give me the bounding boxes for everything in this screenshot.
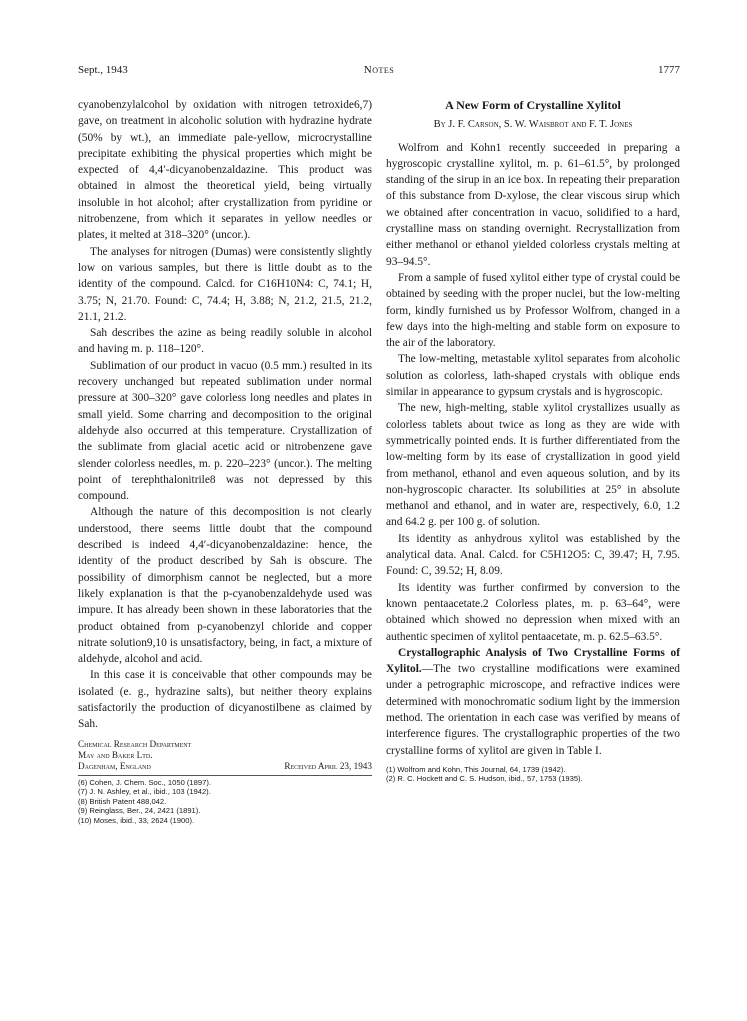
paragraph: The analyses for nitrogen (Dumas) were consistently slightly low on various samples, but there is little doubt as to the identity of the compound. Calcd. for C16H10N4: C, 74.1; H, 3.75; N, 21.70. Found: C, 74.4; H, 3.88; N, 21.2, 21.5, 21.2, 21.1, 21.2. — [78, 245, 372, 323]
right-column — [386, 97, 680, 784]
paragraph: From a sample of fused xylitol either type of crystal could be obtained by seeding with the proper nuclei, but the low-melting form, kindly furnished us by Professor Wolfrom, changed in a few days into the high-melting and stable form on exposure to the air of the laboratory. — [386, 271, 680, 350]
affiliation-line: May and Baker Ltd. — [78, 749, 153, 760]
footnotes — [78, 775, 372, 826]
footnote: (7) J. N. Ashley, et al., ibid., 103 (1942). — [78, 787, 211, 797]
section-heading: Crystallographic Analysis of Two Crystalline Forms of Xylitol. — [386, 646, 680, 676]
page-header — [78, 64, 680, 80]
footnote: (6) Cohen, J. Chem. Soc., 1050 (1897). — [78, 777, 211, 787]
paragraph: Although the nature of this decomposition is not clearly understood, there seems little doubt that the compound described is indeed 4,4′-dicyanobenzaldazine: hence, the identity of the product described by Sah is obscure. The possibility of dimorphism cannot be neglected, but a more likely explanation is that the p-cyanobenzaldehyde used was impure. It has already been shown in these laboratories that the product obtained from p-cyanobenzyl chloride and copper nitrate solution9,10 is unsatisfactory, being, in fact, a mixture of aldehyde, alcohol and acid. — [78, 506, 372, 666]
paragraph: Sah describes the azine as being readily soluble in alcohol and having m. p. 118–120°. — [78, 327, 372, 356]
paragraph: Sublimation of our product in vacuo (0.5 mm.) resulted in its recovery unchanged but repeated sublimation under normal pressure at 300–320° gave colorless long needles and plates in small yield. Some charring and decomposition to the original aldehyde also occurred at this temperature. Crystallization of the sublimate from glacial acetic acid or nitrobenzene gave slender colorless needles, m. p. 220–223° (uncor.). The melting point of terephthalonitrile8 was not depressed by this compound. — [78, 359, 372, 503]
article-authors: By J. F. Carson, S. W. Waisbrot and F. T. Jones — [433, 119, 633, 131]
header-date: Sept., 1943 — [78, 64, 128, 76]
paragraph: Wolfrom and Kohn1 recently succeeded in preparing a hygroscopic crystalline xylitol, m. p. 61–61.5°, by prolonged standing of the sirup in an ice box. In repeating their preparation of this substance from D-xylose, the clear viscous sirup which we obtained after concentration in vacuo, solidified to a hard, crystalline mass on standing overnight. Recrystallization from either methanol or ethanol yielded colorless crystals melting at 93–94.5°. — [386, 141, 680, 268]
affiliation-line: Chemical Research Department — [78, 738, 192, 749]
page-number: 1777 — [658, 64, 680, 76]
section-paragraph — [386, 645, 680, 759]
paragraph: Its identity was further confirmed by conversion to the known pentaacetate.2 Colorless plates, m. p. 63–64°, were obtained which showed no depression when mixed with an authentic specimen of xylitol pentaacetate, m. p. 62.5–63.5°. — [386, 581, 680, 643]
paragraph: Its identity as anhydrous xylitol was established by the analytical data. Anal. Calcd. for C5H12O5: C, 39.47; H, 7.95. Found: C, 39.52; H, 8.09. — [386, 532, 680, 578]
footnote: (1) Wolfrom and Kohn, This Journal, 64, 1739 (1942). — [386, 764, 566, 774]
footnote: (2) R. C. Hockett and C. S. Hudson, ibid., 57, 1753 (1935). — [386, 774, 583, 784]
header-section: Notes — [363, 64, 395, 76]
affiliation-line: Dagenham, England — [78, 760, 151, 771]
paragraph: The new, high-melting, stable xylitol crystallizes usually as colorless tablets about twice as long as they are wide with symmetrically pointed ends. It is further differentiated from the low-melting form by its ease of crystallization in good yield from methanol, ethanol and even aqueous solution, and by its non-hygroscopic character. Its solubilities at 25° in absolute methanol and ethanol, and in water are, respectively, 6.0, 1.2 and 64.2 g. per 100 g. of solution. — [386, 402, 680, 529]
footnote: (10) Moses, ibid., 33, 2624 (1900). — [78, 815, 195, 825]
affiliation — [78, 739, 372, 772]
article-title: A New Form of Crystalline Xylitol — [445, 98, 621, 112]
paragraph: The low-melting, metastable xylitol separates from alcoholic solution as colorless, lath-shaped crystals with oblique ends similar in appearance to gypsum crystals and is hygroscopic. — [386, 353, 680, 399]
footnote: (9) Reinglass, Ber., 24, 2421 (1891). — [78, 806, 201, 816]
footnotes — [386, 763, 680, 784]
received-date: Received April 23, 1943 — [284, 760, 372, 771]
footnote: (8) British Patent 488,042. — [78, 796, 167, 806]
section-text: —The two crystalline modifications were examined under a petrographic microscope, and refractive indices were determined with monochromatic sodium light by the immersion method. The orientation in each case was verified by means of interference figures. The crystallographic properties of the two crystalline forms of xylitol are given in Table I. — [386, 663, 680, 757]
paragraph: cyanobenzylalcohol by oxidation with nitrogen tetroxide6,7) gave, on treatment in alcoholic solution with hydrazine hydrate (50% by wt.), an immediate pale-yellow, microcrystalline precipitate exhibiting the physical properties which might be expected of 4,4′-dicyanobenzaldazine. This product was obtained in almost the theoretical yield, being virtually insoluble in hot alcohol; after crystallization from pyridine or nitrobenzene, from which it separates in yellow needles or plates, it melted at 318–320° (uncor.). — [78, 99, 372, 242]
paragraph: In this case it is conceivable that other compounds may be isolated (e. g., hydrazine salts), but neither theory explains satisfactorily the production of dicyanostilbene as claimed by Sah. — [78, 669, 372, 731]
left-column — [78, 97, 372, 826]
